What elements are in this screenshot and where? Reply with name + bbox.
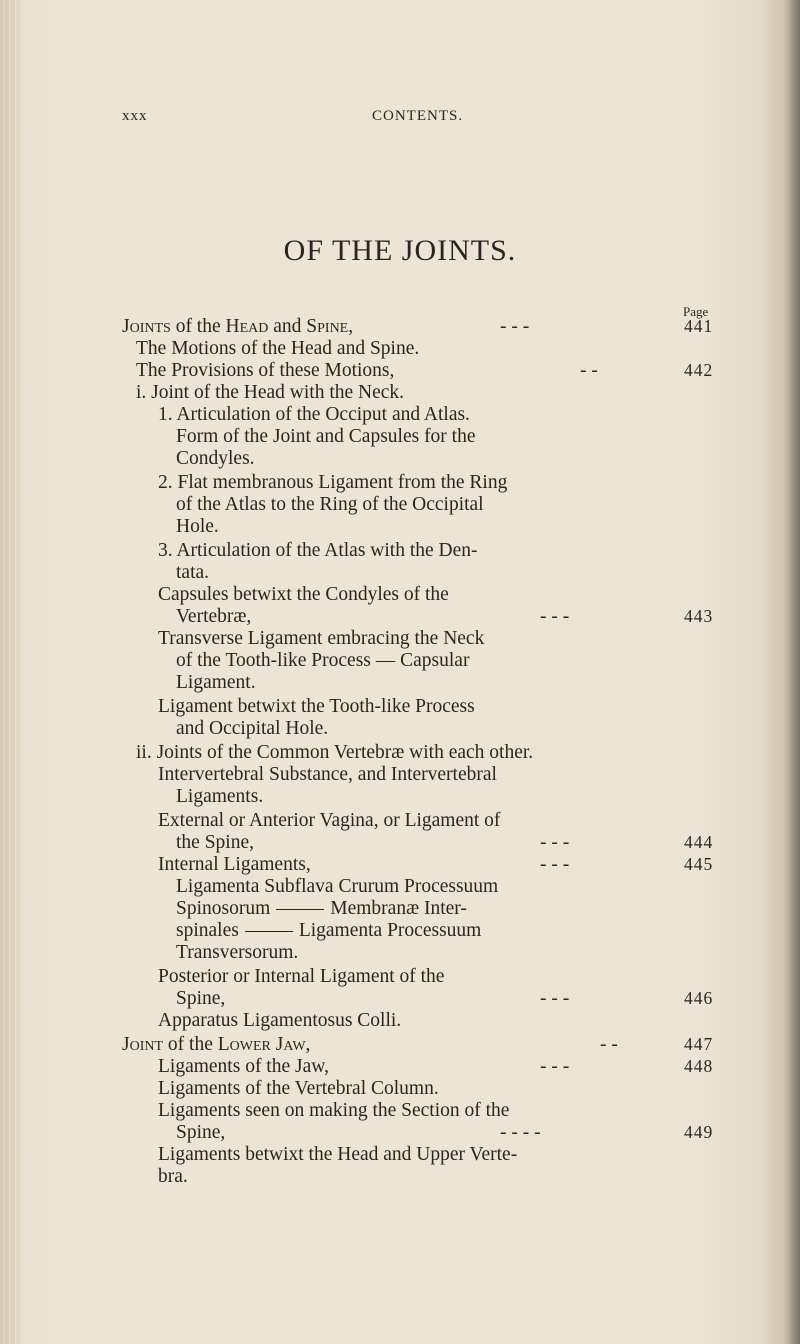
toc-entry: Transversorum. [176,942,299,963]
page-left-edge [0,0,20,1344]
toc-entry: Joint of the Lower Jaw, [122,1034,311,1055]
toc-entry: Spine, [176,988,226,1009]
toc-page-number: 444 [684,832,714,852]
toc-page-number: 445 [684,854,714,874]
toc-entry: Vertebræ, [176,606,252,627]
toc-entry: i. Joint of the Head with the Neck. [136,382,405,403]
toc-entry: of the Atlas to the Ring of the Occipital [176,494,484,515]
em-rule [276,909,324,910]
section-title: OF THE JOINTS. [283,234,517,267]
toc-entry: the Spine, [176,832,254,853]
toc-entry: Hole. [176,516,219,537]
em-rule [245,931,293,932]
toc-page-number: 441 [684,316,714,336]
toc-entry: Spine, [176,1122,226,1143]
toc-entry: Ligamenta Subflava Crurum Processuum [176,876,499,897]
toc-entry: Condyles. [176,448,255,469]
toc-entry: Form of the Joint and Capsules for the [176,426,476,447]
toc-entry: Ligament. [176,672,256,693]
toc-entry: Ligament betwixt the Tooth-like Process [158,696,475,717]
toc-entry: Posterior or Internal Ligament of the [158,966,445,987]
toc-entry: bra. [158,1166,188,1187]
toc-entry: Apparatus Ligamentosus Colli. [158,1010,402,1031]
toc-entry: Transverse Ligament embracing the Neck [158,628,485,649]
page-column-label: Page [683,304,709,319]
toc-entry: spinales Ligamenta Processuum [176,920,482,941]
toc-entry: of the Tooth-like Process — Capsular [176,650,470,671]
toc-entry: The Provisions of these Motions, [136,360,395,381]
toc-leaders: - - - [540,832,570,853]
toc-entry: The Motions of the Head and Spine. [136,338,420,359]
toc-entry: Joints of the Head and Spine, [122,316,354,337]
toc-leaders: - - - [540,606,570,627]
toc-leaders: - - - [540,854,570,875]
toc-page-number: 448 [684,1056,714,1076]
toc-entry: and Occipital Hole. [176,718,329,739]
toc-entry: Intervertebral Substance, and Intervertebral [158,764,497,785]
toc-page-number: 442 [684,360,714,380]
toc-entry: Internal Ligaments, [158,854,311,875]
toc-entry: Ligaments. [176,786,264,807]
toc-entry: 2. Flat membranous Ligament from the Ring [158,472,508,493]
toc-entry: Capsules betwixt the Condyles of the [158,584,449,605]
toc-leaders: - - - - [500,1122,541,1143]
toc-entry: Ligaments of the Jaw, [158,1056,329,1077]
toc-entry: Ligaments seen on making the Section of the [158,1100,510,1121]
toc-entry: External or Anterior Vagina, or Ligament of [158,810,501,831]
toc-entry: tata. [176,562,210,583]
running-title: CONTENTS. [372,108,464,124]
toc-entry: 1. Articulation of the Occiput and Atlas. [158,404,470,425]
toc-entry: ii. Joints of the Common Vertebræ with each other. [136,742,534,763]
toc-entry: Ligaments betwixt the Head and Upper Verte- [158,1144,518,1165]
page-right-edge [782,0,800,1344]
toc-entry: Spinosorum Membranæ Inter- [176,898,467,919]
toc-leaders: - - [580,360,598,381]
toc-entry: Ligaments of the Vertebral Column. [158,1078,439,1099]
page-folio: xxx [122,108,148,124]
toc-leaders: - - - [540,988,570,1009]
toc-page-number: 446 [684,988,714,1008]
toc-entry: 3. Articulation of the Atlas with the Den- [158,540,478,561]
toc-leaders: - - [600,1034,618,1055]
toc-leaders: - - - [540,1056,570,1077]
toc-leaders: - - - [500,316,530,337]
toc-page-number: 443 [684,606,714,626]
toc-page-number: 449 [684,1122,714,1142]
toc-page-number: 447 [684,1034,714,1054]
